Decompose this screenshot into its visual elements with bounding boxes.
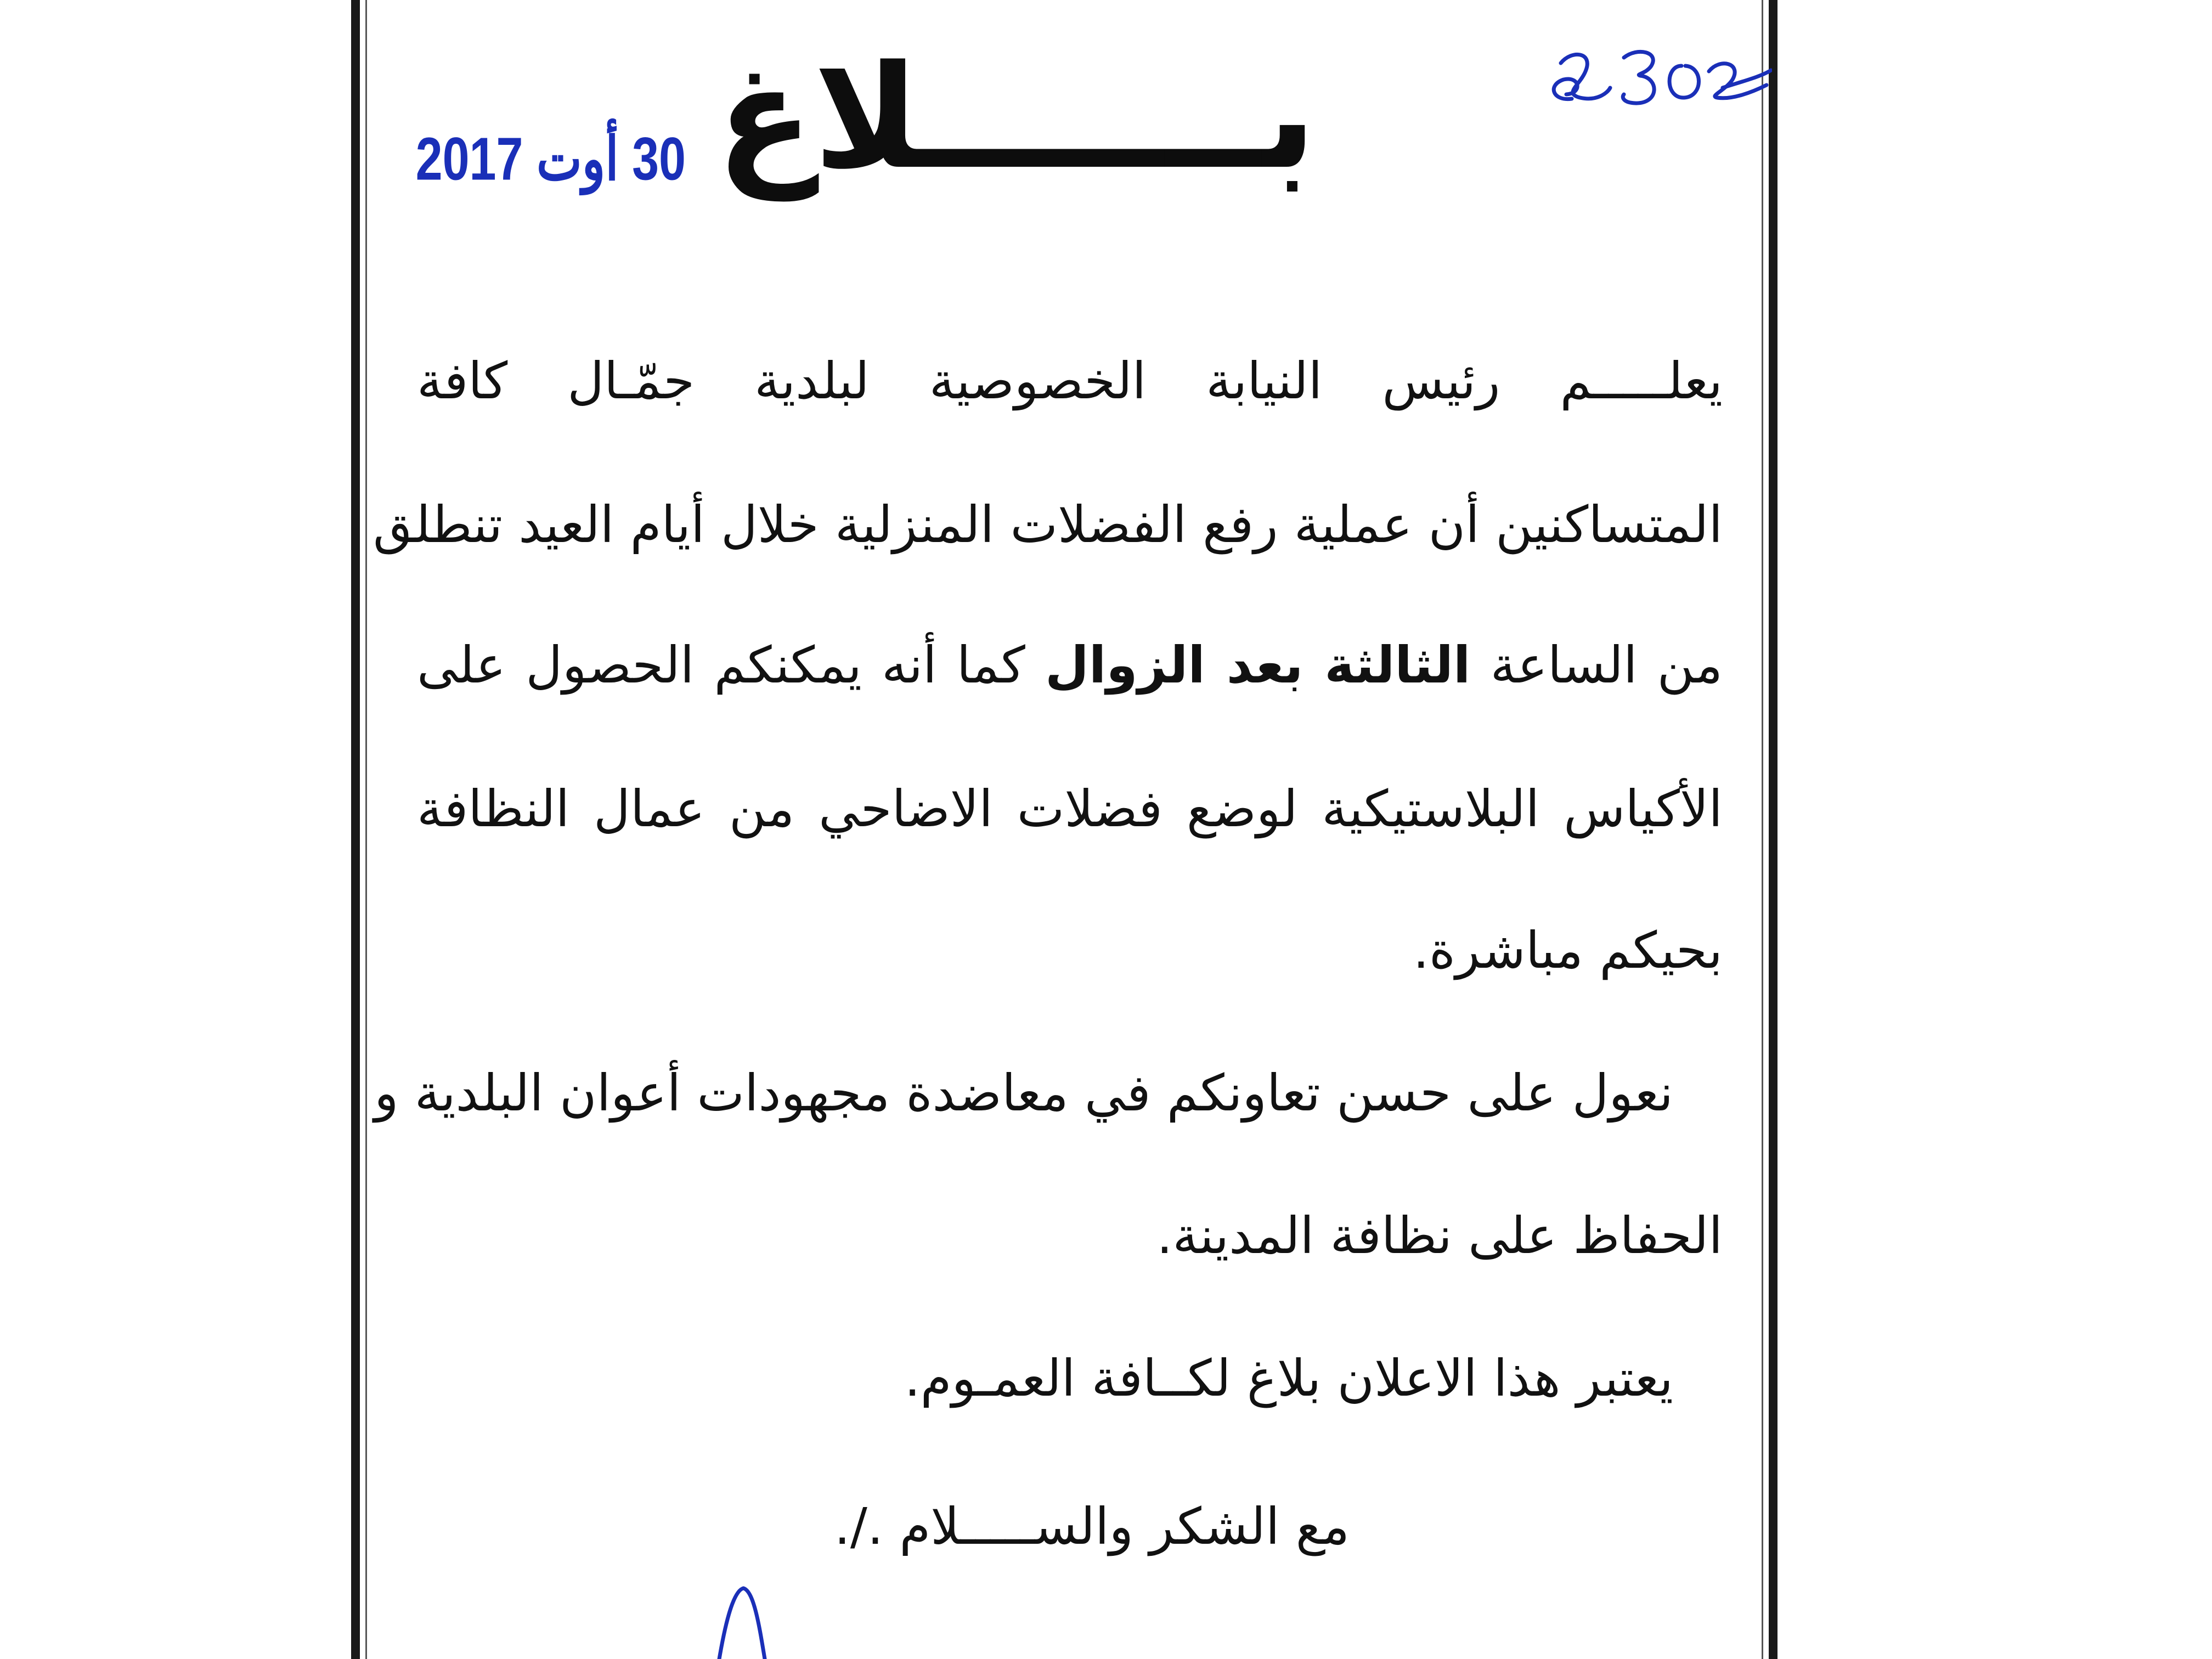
line3-end: كما أنه يمكنكم الحصول على xyxy=(417,636,1045,695)
paragraph-line-6: نعول على حسن تعاونكم في معاضدة مجهودات أعوان البلدية و xyxy=(374,1064,1673,1122)
handwritten-ref-svg xyxy=(1542,33,1772,126)
date-stamp: 30 أوت 2017 xyxy=(415,125,686,193)
paragraph-line-3 xyxy=(417,630,1723,701)
paragraph-line-4: الأكياس البلاستيكية لوضع فضلات الاضاحي من عمال النظافة xyxy=(417,780,1723,838)
line3-start: من الساعة xyxy=(1470,636,1723,695)
closing-line: مع الشكر والســـــلام ./. xyxy=(834,1497,1350,1556)
paragraph-line-5: بحيكم مباشرة. xyxy=(1413,921,1723,980)
line3-bold-time: الثالثة بعد الزوال xyxy=(1045,636,1471,695)
signature-stroke xyxy=(708,1580,779,1659)
document-title: بـــــــلاغ xyxy=(716,35,1317,201)
handwritten-reference-number xyxy=(1542,33,1772,126)
paragraph-line-1: يعلـــــم رئيس النيابة الخصوصية لبلدية جمّـال كافة xyxy=(417,352,1723,410)
signature-svg xyxy=(708,1580,779,1659)
paragraph-line-7: الحفاظ على نظافة المدينة. xyxy=(1156,1206,1723,1265)
paragraph-line-8: يعتبر هذا الاعلان بلاغ لكــافة العمـوم. xyxy=(904,1349,1673,1408)
paragraph-line-2: المتساكنين أن عملية رفع الفضلات المنزلية خلال أيام العيد تنطلق xyxy=(373,495,1723,554)
